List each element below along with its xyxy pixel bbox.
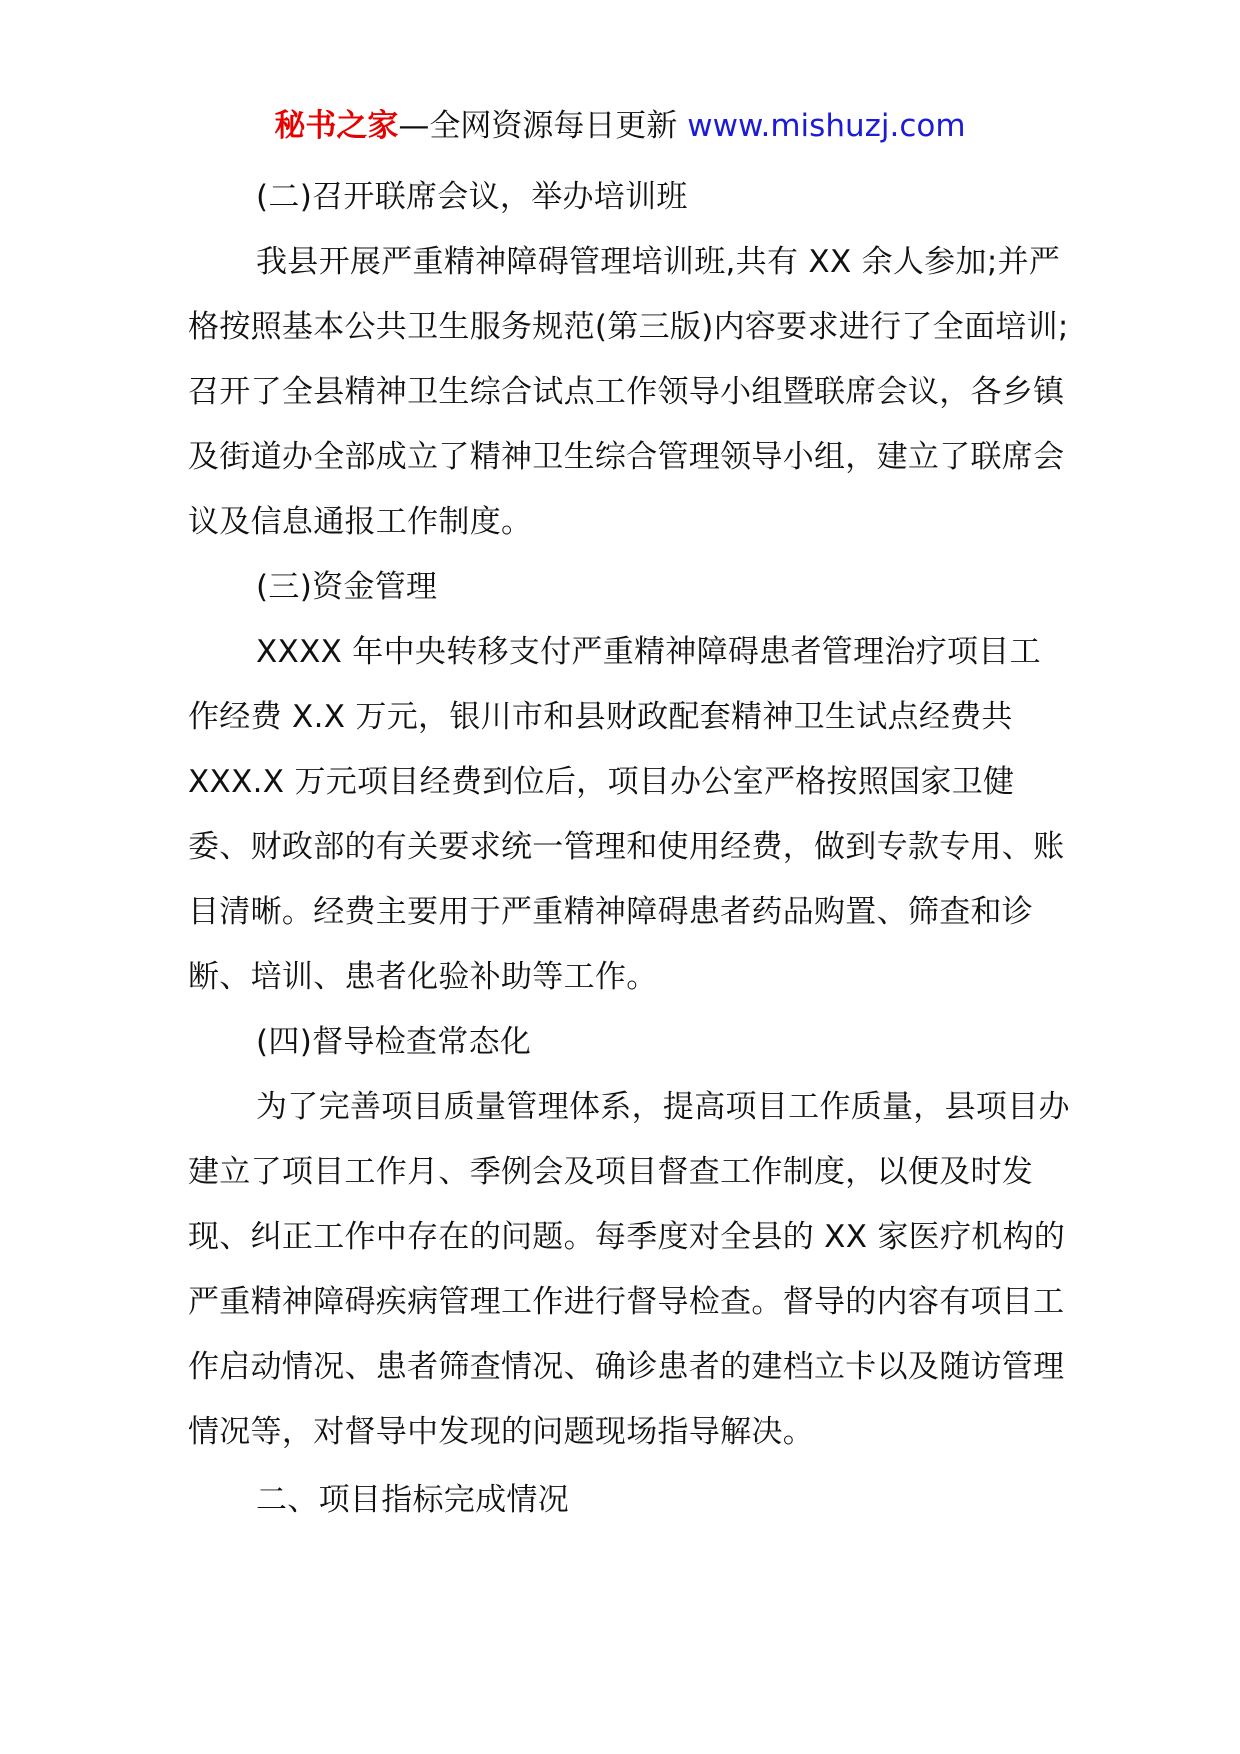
brand-name: 秘书之家	[274, 108, 399, 144]
paragraph-training: 我县开展严重精神障碍管理培训班,共有 XX 余人参加;并严格按照基本公共卫生服务规范(第三版)内容要求进行了全面培训;召开了全县精神卫生综合试点工作领导小组暨联席会议，各乡镇及街道办全部成立了精神卫生综合管理领导小组，建立了联席会议及信息通报工作制度。	[188, 244, 1069, 540]
header-tagline: —全网资源每日更新	[398, 108, 688, 144]
chapter-heading-indicators: 二、项目指标完成情况	[256, 1482, 569, 1518]
section-heading-2: (二)召开联席会议，举办培训班	[256, 179, 688, 215]
paragraph-supervision: 为了完善项目质量管理体系，提高项目工作质量，县项目办建立了项目工作月、季例会及项目督查工作制度，以便及时发现、纠正工作中存在的问题。每季度对全县的 XX 家医疗机构的严重精神障碍疾病管理工作进行督导检查。督导的内容有项目工作启动情况、患者筛查情况、确诊患者的建档立卡以及随访管理情况等，对督导中发现的问题现场指导解决。	[188, 1089, 1070, 1450]
section-heading-4: (四)督导检查常态化	[256, 1024, 532, 1060]
document-body	[188, 165, 1070, 1533]
section-heading-3: (三)资金管理	[256, 569, 438, 605]
paragraph-funding: XXXX 年中央转移支付严重精神障碍患者管理治疗项目工作经费 X.X 万元，银川市和县财政配套精神卫生试点经费共 XXX.X 万元项目经费到位后，项目办公室严格按照国家卫健委、财政部的有关要求统一管理和使用经费，做到专款专用、账目清晰。经费主要用于严重精神障碍患者药品购置、筛查和诊断、培训、患者化验补助等工作。	[188, 634, 1065, 995]
site-url-link[interactable]: www.mishuzj.com	[687, 108, 966, 144]
site-header	[0, 104, 1240, 148]
